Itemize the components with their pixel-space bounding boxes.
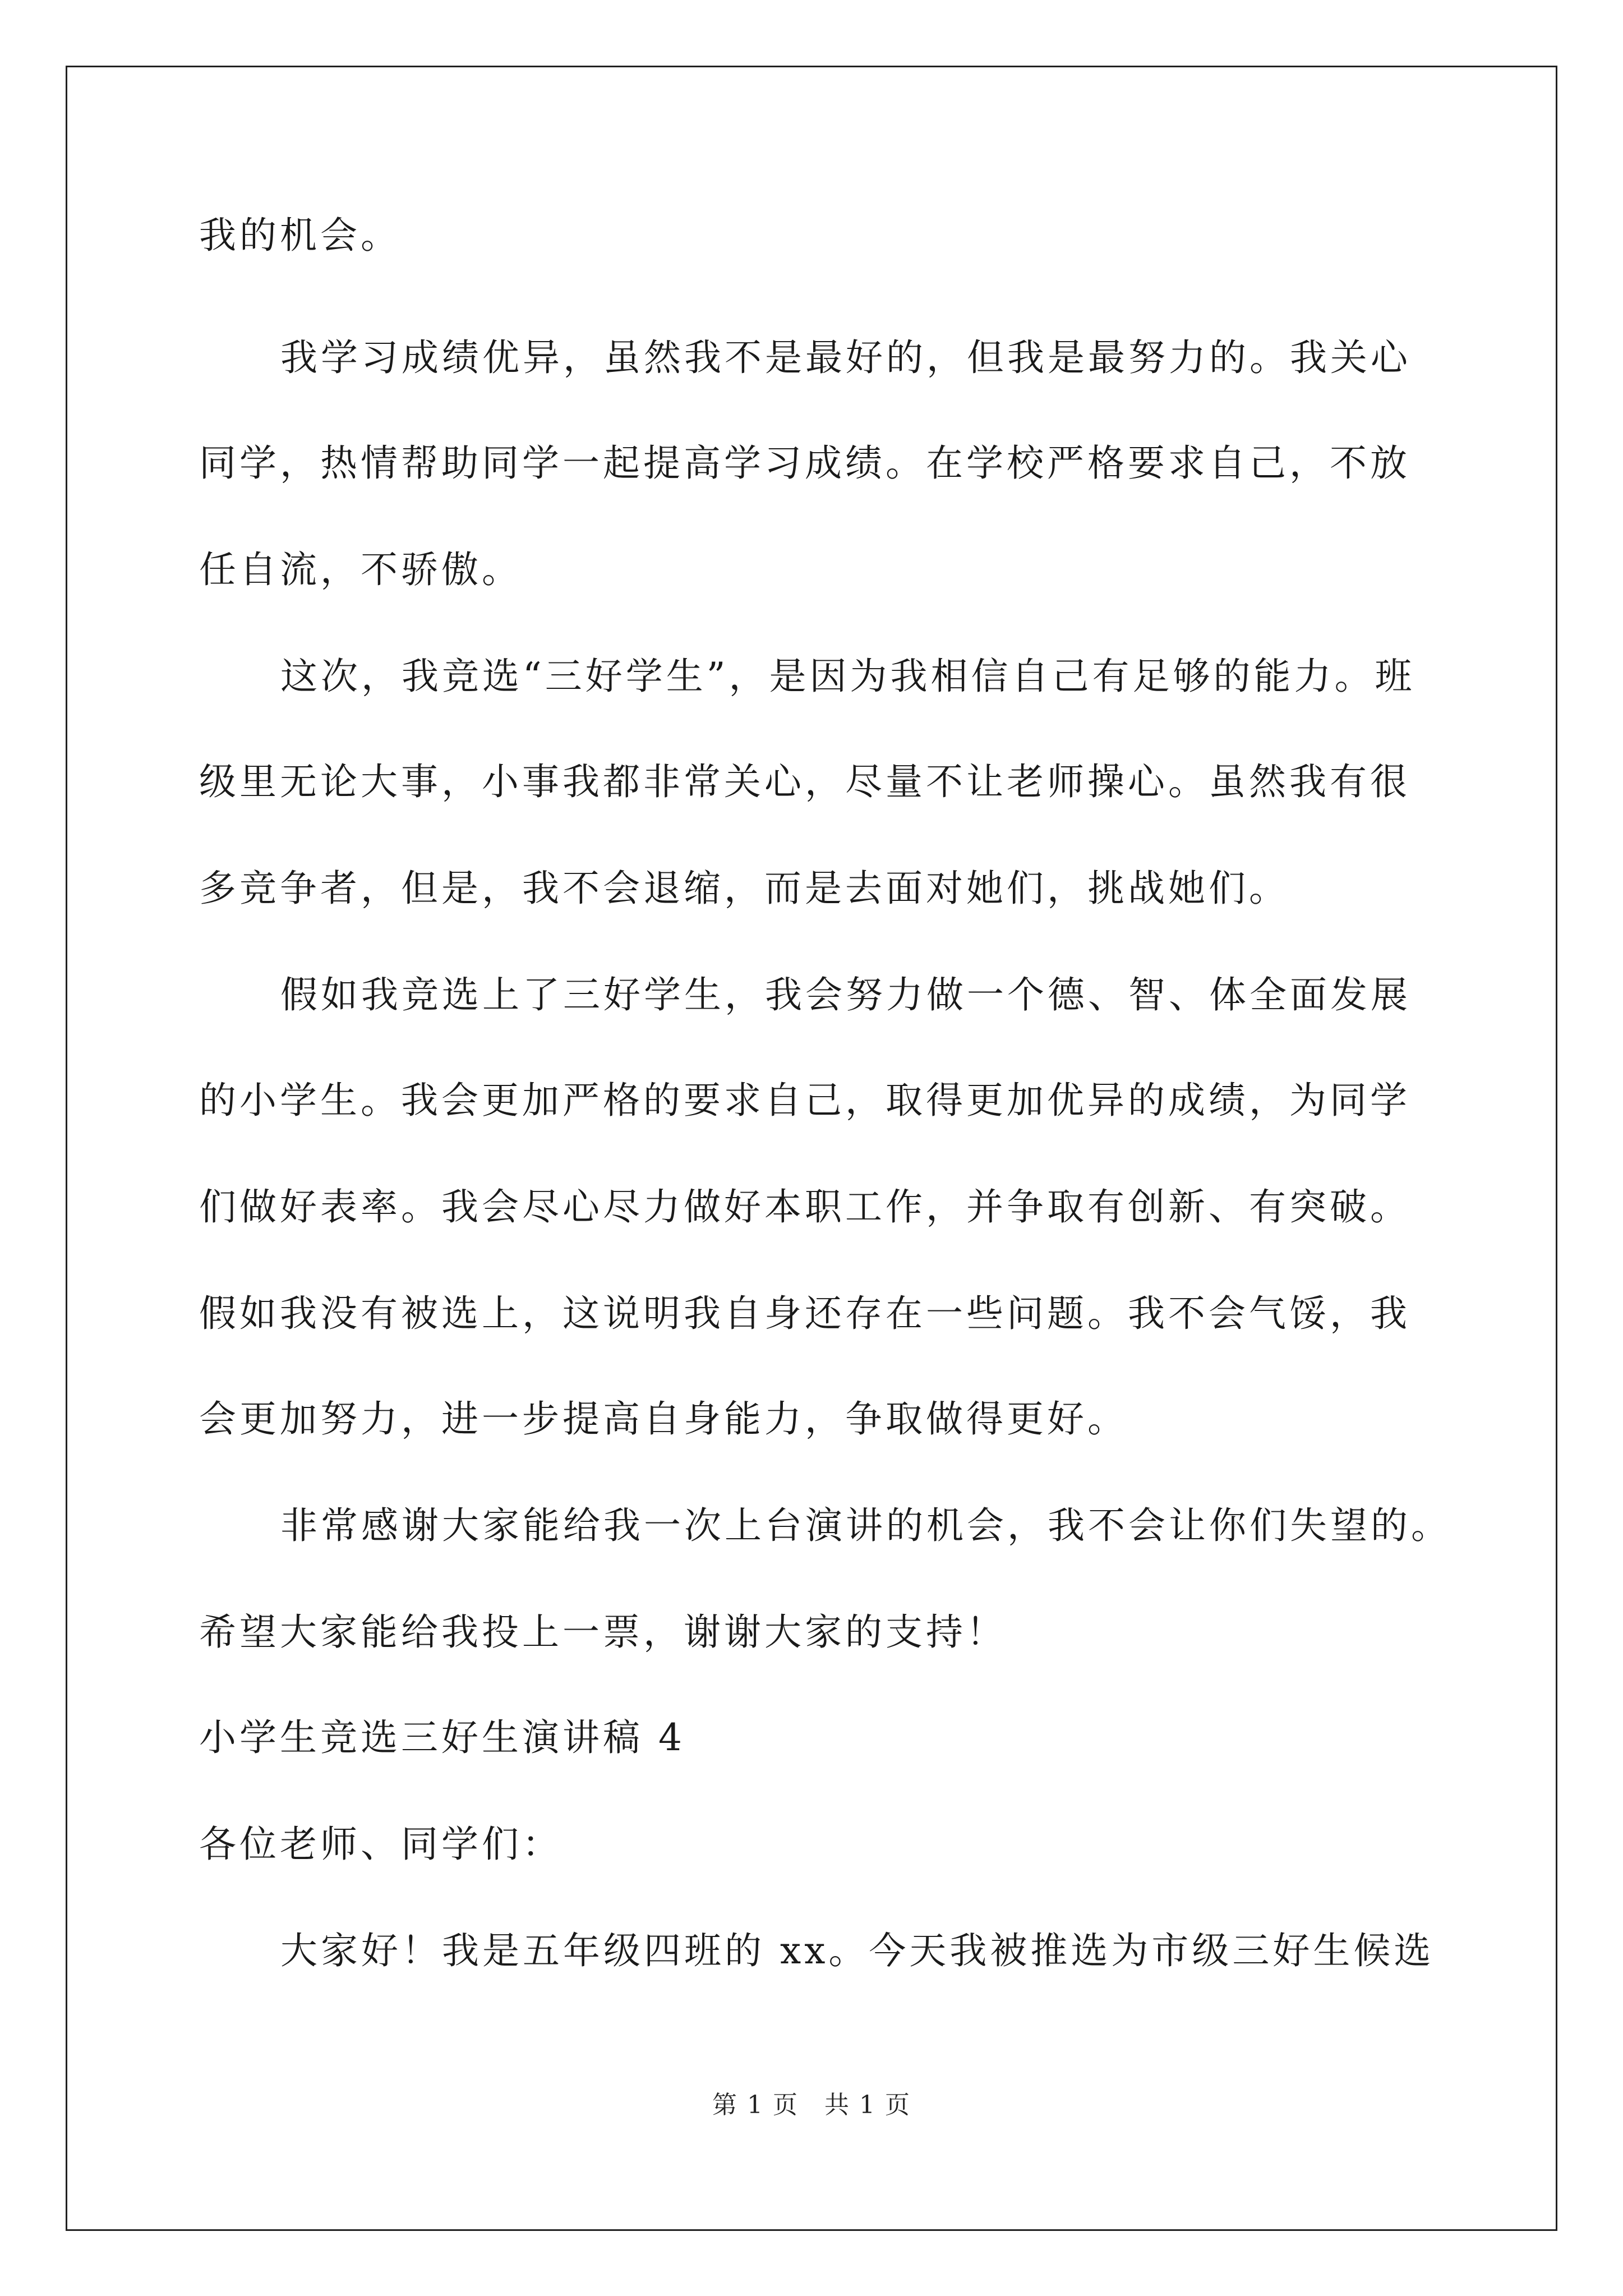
text-line: 任自流，不骄傲。	[199, 548, 522, 591]
text-line: 希望大家能给我投上一票，谢谢大家的支持！	[199, 1611, 1007, 1654]
text-line: 假如我竞选上了三好学生，我会努力做一个德、智、体全面发展	[280, 973, 1411, 1016]
text-line: 大家好！我是五年级四班的 xx。今天我被推选为市级三好生候选	[280, 1929, 1435, 1972]
text-line: 级里无论大事，小事我都非常关心，尽量不让老师操心。虽然我有很	[199, 760, 1410, 803]
text-line: 假如我没有被选上，这说明我自身还存在一些问题。我不会气馁，我	[199, 1292, 1410, 1335]
page-footer: 第 1 页 共 1 页	[712, 2091, 911, 2119]
section-heading: 小学生竞选三好生演讲稿 4	[199, 1716, 685, 1759]
text-line: 同学，热情帮助同学一起提高学习成绩。在学校严格要求自己，不放	[199, 441, 1410, 485]
text-line: 我的机会。	[199, 214, 401, 257]
text-line: 我学习成绩优异，虽然我不是最好的，但我是最努力的。我关心	[280, 336, 1411, 379]
text-line: 们做好表率。我会尽心尽力做好本职工作，并争取有创新、有突破。	[199, 1185, 1410, 1228]
text-line: 这次，我竞选“三好学生”，是因为我相信自己有足够的能力。班	[280, 655, 1415, 698]
text-line: 的小学生。我会更加严格的要求自己，取得更加优异的成绩，为同学	[199, 1079, 1410, 1122]
text-line: 各位老师、同学们：	[199, 1823, 562, 1866]
text-line: 多竞争者，但是，我不会退缩，而是去面对她们，挑战她们。	[199, 867, 1289, 910]
page-border	[66, 66, 1557, 2231]
text-line: 会更加努力，进一步提高自身能力，争取做得更好。	[199, 1397, 1128, 1441]
text-line: 非常感谢大家能给我一次上台演讲的机会，我不会让你们失望的。	[280, 1504, 1451, 1547]
